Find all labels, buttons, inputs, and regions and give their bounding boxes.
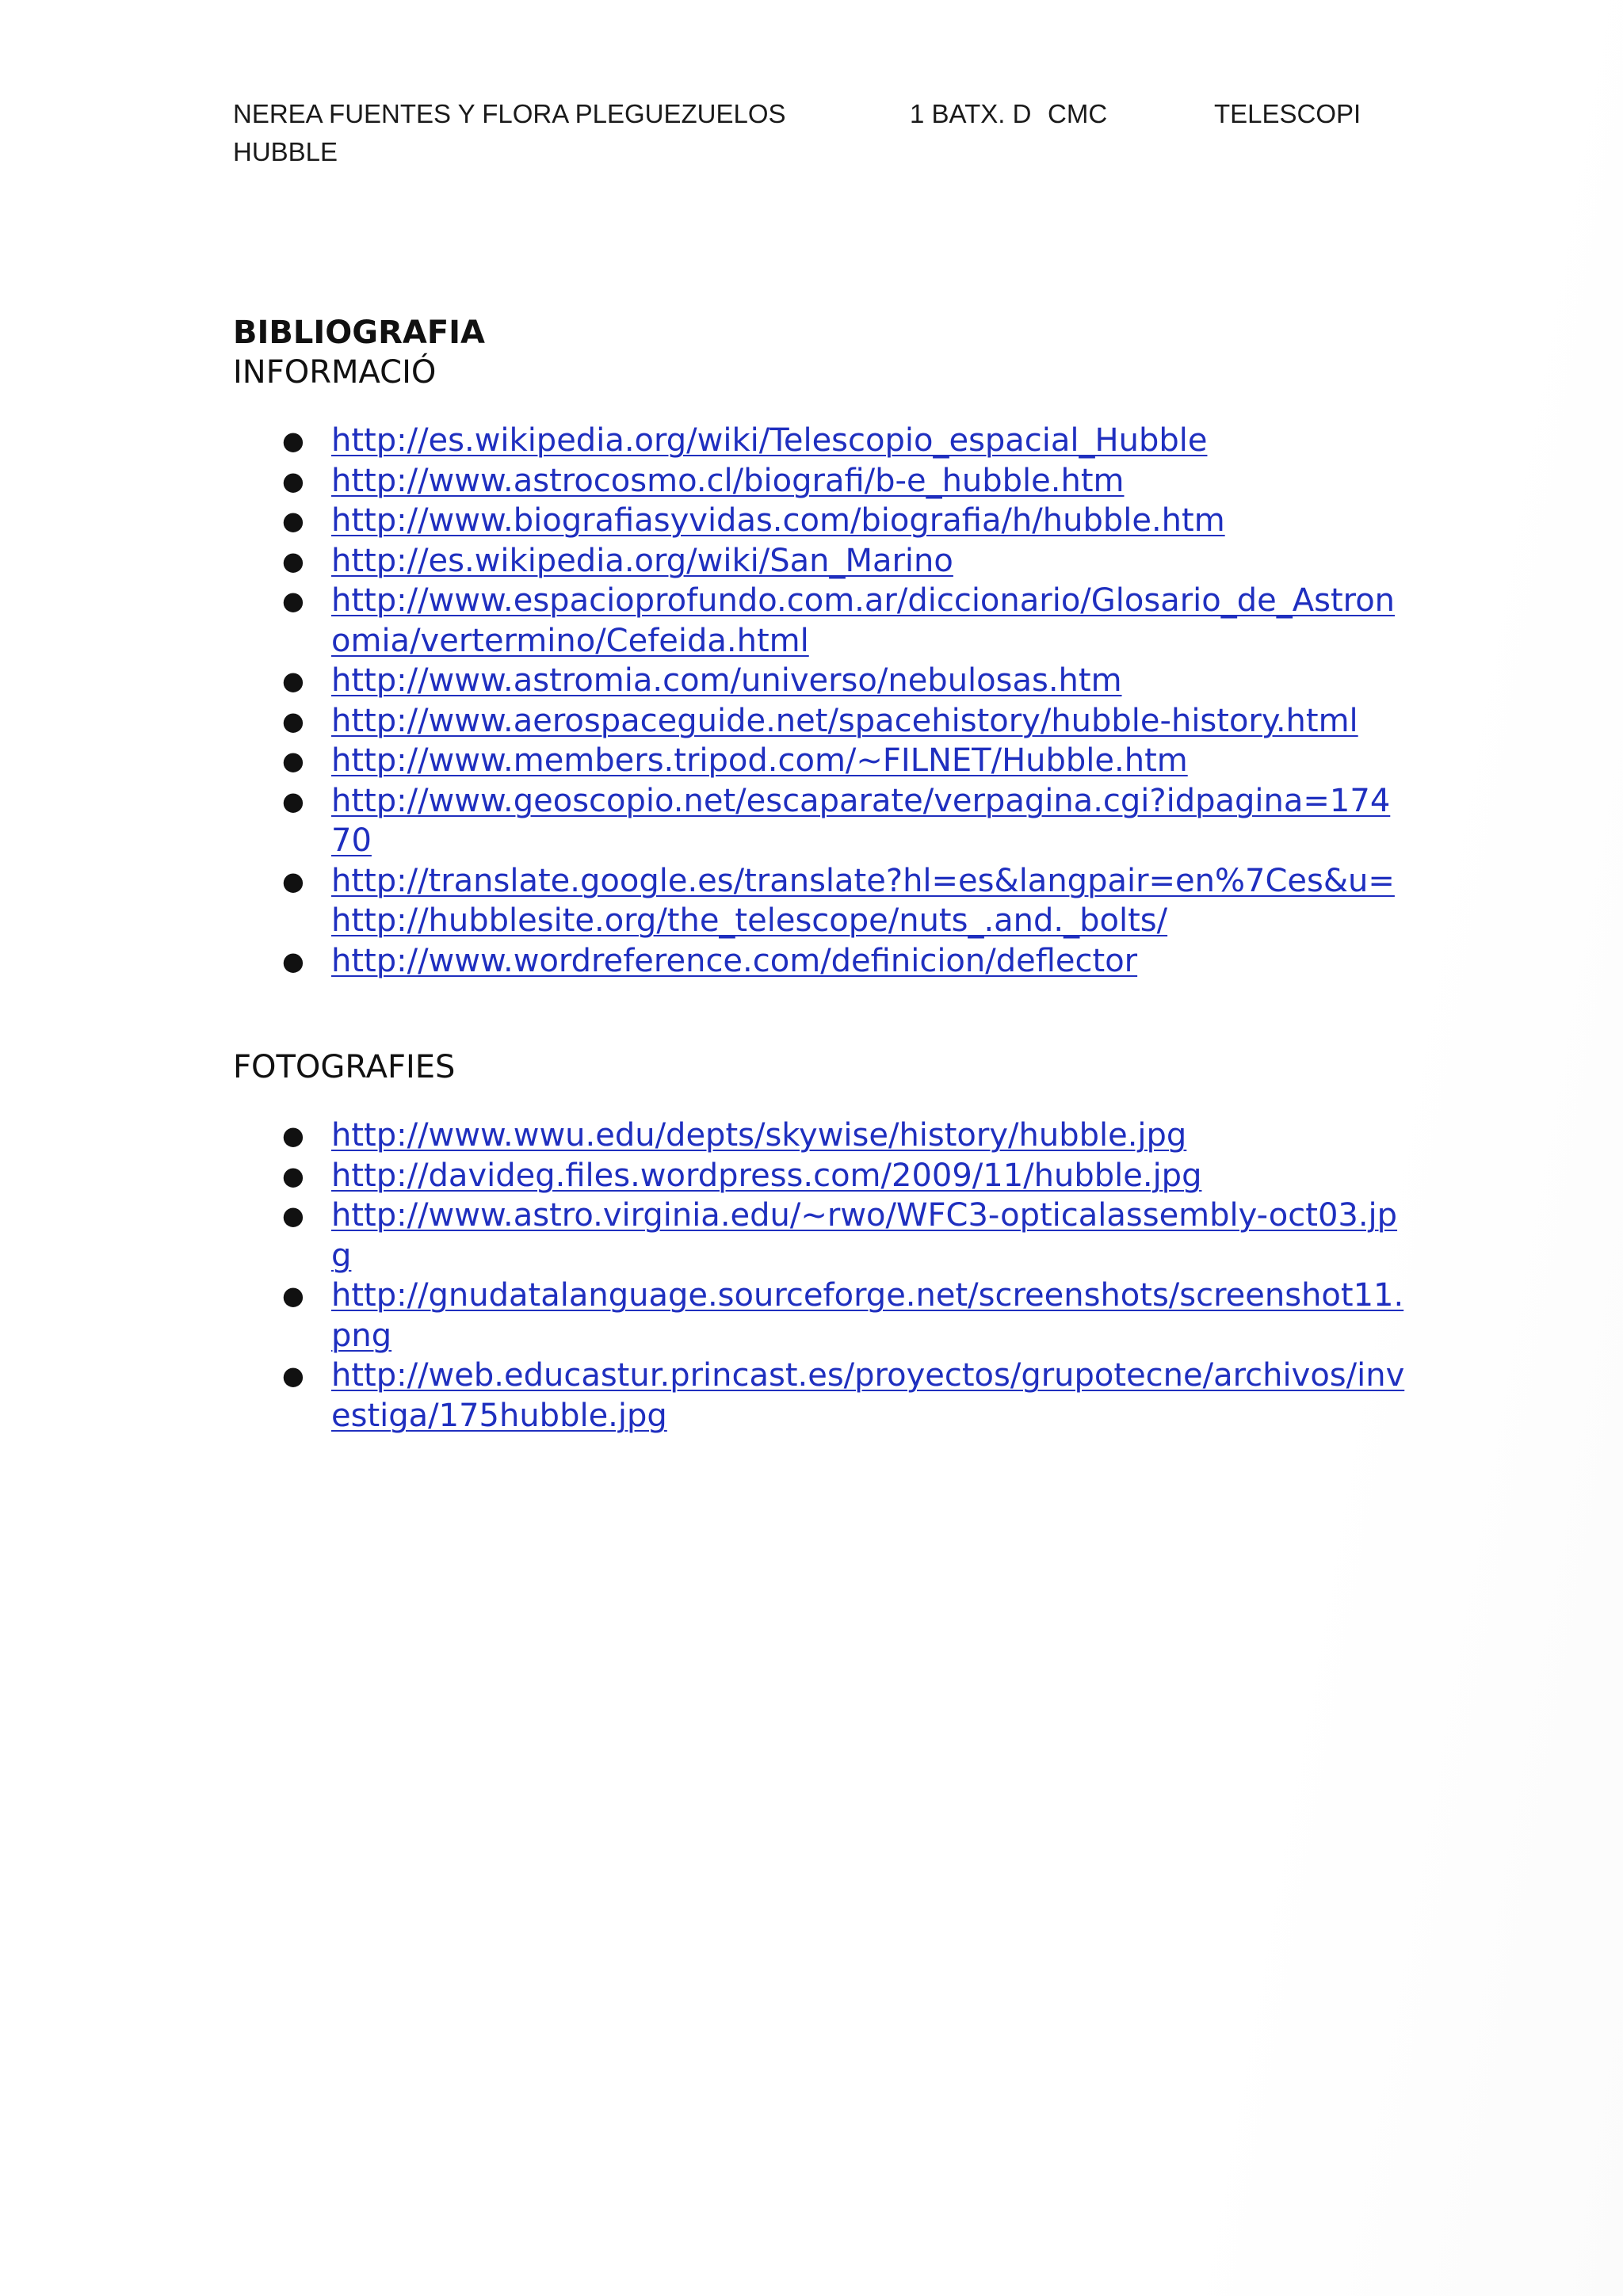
page-header <box>233 95 1398 171</box>
photo-link[interactable]: http://www.wwu.edu/depts/skywise/history/hubble.jpg <box>331 1117 1187 1154</box>
header-line <box>233 95 1398 133</box>
information-title: INFORMACIÓ <box>233 354 437 391</box>
list-item <box>233 1116 1406 1156</box>
list-item <box>233 461 1406 502</box>
photo-link[interactable]: http://web.educastur.princast.es/proyectos/grupotecne/archivos/investiga/175hubble.jpg <box>331 1357 1405 1434</box>
photo-link[interactable]: http://www.astro.virginia.edu/~rwo/WFC3-opticalassembly-oct03.jpg <box>331 1197 1398 1274</box>
information-link[interactable]: http://www.biografiasyvidas.com/biografia/h/hubble.htm <box>331 502 1225 539</box>
bullet-icon: ● <box>282 425 304 456</box>
bullet-icon: ● <box>282 945 304 976</box>
bullet-icon: ● <box>282 545 304 576</box>
information-link[interactable]: http://www.geoscopio.net/escaparate/verpagina.cgi?idpagina=17470 <box>331 782 1391 859</box>
information-link[interactable]: http://es.wikipedia.org/wiki/San_Marino <box>331 542 953 579</box>
bullet-icon: ● <box>282 465 304 496</box>
information-links-list <box>233 421 1406 981</box>
bullet-icon: ● <box>282 1120 304 1150</box>
list-item <box>233 501 1406 541</box>
header-project-continued: HUBBLE <box>233 137 338 166</box>
header-course: 1 BATX. D <box>910 99 1032 128</box>
information-link[interactable]: http://www.wordreference.com/definicion/deflector <box>331 942 1138 979</box>
photo-link[interactable]: http://gnudatalanguage.sourceforge.net/screenshots/screenshot11.png <box>331 1277 1404 1354</box>
bullet-icon: ● <box>282 785 304 816</box>
bullet-icon: ● <box>282 705 304 736</box>
bullet-icon: ● <box>282 1280 304 1310</box>
header-project: TELESCOPI <box>1214 99 1361 128</box>
bullet-icon: ● <box>282 1200 304 1230</box>
information-link[interactable]: http://www.aerospaceguide.net/spacehistory/hubble-history.html <box>331 702 1358 739</box>
list-item <box>233 581 1406 661</box>
list-item <box>233 781 1406 861</box>
list-item <box>233 741 1406 781</box>
information-link[interactable]: http://www.astrocosmo.cl/biografi/b-e_hubble.htm <box>331 462 1125 499</box>
information-link[interactable]: http://www.espacioprofundo.com.ar/diccionario/Glosario_de_Astronomia/vertermino/Cefeida.html <box>331 582 1396 659</box>
information-link[interactable]: http://translate.google.es/translate?hl=es&langpair=en%7Ces&u=http://hubblesite.org/the_telescope/nuts_.and._bolts/ <box>331 862 1395 939</box>
bullet-icon: ● <box>282 746 304 776</box>
list-item <box>233 861 1406 941</box>
section-spacer <box>233 981 1406 1047</box>
bullet-icon: ● <box>282 1360 304 1390</box>
list-item <box>233 701 1406 742</box>
bibliography-title: BIBLIOGRAFIA <box>233 315 485 351</box>
list-item <box>233 1356 1406 1436</box>
bullet-icon: ● <box>282 505 304 536</box>
bullet-icon: ● <box>282 585 304 616</box>
photos-title: FOTOGRAFIES <box>233 1049 456 1085</box>
photo-link[interactable]: http://davideg.files.wordpress.com/2009/11/hubble.jpg <box>331 1157 1202 1194</box>
list-item <box>233 661 1406 701</box>
information-link[interactable]: http://es.wikipedia.org/wiki/Telescopio_espacial_Hubble <box>331 422 1208 459</box>
list-item <box>233 1276 1406 1356</box>
list-item <box>233 421 1406 461</box>
information-link[interactable]: http://www.members.tripod.com/~FILNET/Hubble.htm <box>331 742 1188 779</box>
photos-links-list <box>233 1116 1406 1436</box>
bullet-icon: ● <box>282 666 304 696</box>
list-item <box>233 1196 1406 1276</box>
bullet-icon: ● <box>282 865 304 896</box>
list-item <box>233 1156 1406 1196</box>
bullet-icon: ● <box>282 1160 304 1191</box>
bibliography-section <box>233 313 1406 1436</box>
information-link[interactable]: http://www.astromia.com/universo/nebulosas.htm <box>331 662 1122 699</box>
list-item <box>233 941 1406 982</box>
list-item <box>233 541 1406 582</box>
header-authors: NEREA FUENTES Y FLORA PLEGUEZUELOS <box>233 99 786 128</box>
header-subject: CMC <box>1048 99 1108 128</box>
